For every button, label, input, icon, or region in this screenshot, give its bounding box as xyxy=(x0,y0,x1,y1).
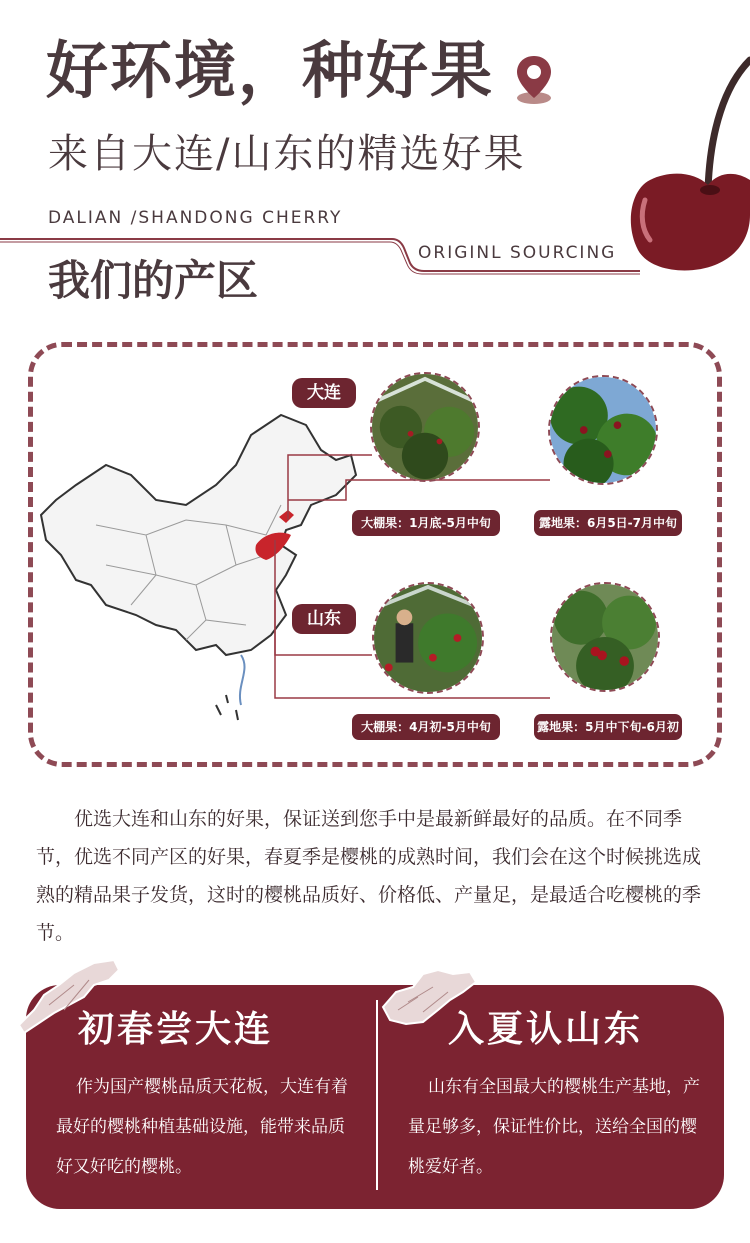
season-pill-dalian-greenhouse: 大棚果：1月底-5月中旬 xyxy=(352,510,500,536)
season-pill-dalian-open-field: 露地果：6月5日-7月中旬 xyxy=(534,510,682,536)
photo-shandong-open-field xyxy=(550,582,660,692)
photo-dalian-open-field xyxy=(548,375,658,485)
english-source: ORIGINL SOURCING xyxy=(418,243,617,263)
dalian-text: 作为国产樱桃品质天花板，大连有着最好的樱桃种植基础设施，能带来品质好又好吃的樱桃。 xyxy=(56,1077,348,1177)
tag-dalian: 大连 xyxy=(292,378,356,408)
tag-shandong: 山东 xyxy=(292,604,356,634)
subline: 来自大连/山东的精选好果 xyxy=(48,131,526,177)
cherry-icon xyxy=(620,40,750,275)
dalian-title: 初春尝大连 xyxy=(78,1009,274,1050)
intro-paragraph: 优选大连和山东的好果，保证送到您手中是最新鲜最好的品质。在不同季节，优选不同产区的好果，春夏季是樱桃的成熟时间，我们会在这个时候挑选成熟的精品果子发货，这时的樱桃品质好、价格低、产量足，是最适合吃樱桃的季节。 xyxy=(36,808,702,944)
season-pill-shandong-greenhouse: 大棚果：4月初-5月中旬 xyxy=(352,714,500,740)
english-subtitle: DALIAN /SHANDONG CHERRY xyxy=(48,208,343,228)
photo-shandong-greenhouse xyxy=(372,582,484,694)
shandong-title: 入夏认山东 xyxy=(448,1009,644,1050)
location-pin-icon xyxy=(513,54,555,106)
shandong-text: 山东有全国最大的樱桃生产基地，产量足够多，保证性价比，送给全国的樱桃爱好者。 xyxy=(408,1077,700,1177)
photo-dalian-greenhouse xyxy=(370,372,480,482)
region-title: 我们的产区 xyxy=(48,256,259,305)
season-pill-shandong-open-field: 露地果：5月中下旬-6月初 xyxy=(534,714,682,740)
headline: 好环境，种好果 xyxy=(46,34,495,107)
